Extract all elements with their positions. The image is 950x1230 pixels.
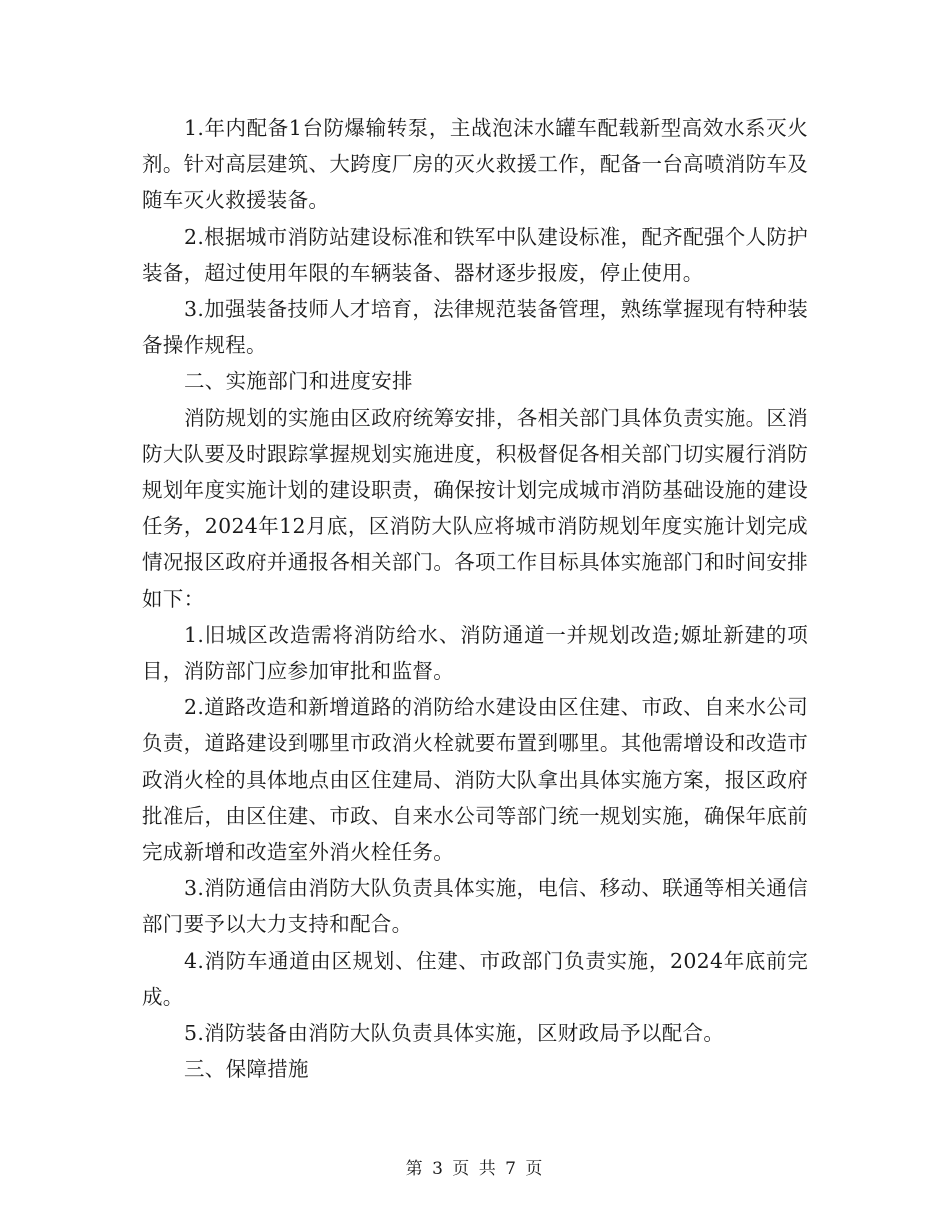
paragraph-schedule-item-1: 1.旧城区改造需将消防给水、消防通道一并规划改造;嫄址新建的项目，消防部门应参加审批和监督。 [142,622,808,684]
paragraph-schedule-item-4: 4.消防车通道由区规划、住建、市政部门负责实施，2024年底前完成。 [142,948,808,1009]
paragraph-implementation-intro: 消防规划的实施由区政府统筹安排，各相关部门具体负责实施。区消防大队要及时跟踪掌握规划实施进度，积极督促各相关部门切实履行消防规划年度实施计划的建设职责，确保按计划完成城市消防基础设施的建设任务，2024年12月底，区消防大队应将城市消防规划年度实施计划完成情况报区政府并通报各相关部门。各项工作目标具体实施部门和时间安排如下： [142,405,808,611]
page-number-footer: 第 3 页 共 7 页 [405,1159,545,1179]
paragraph-schedule-item-5: 5.消防装备由消防大队负责具体实施，区财政局予以配合。 [184,1021,725,1046]
paragraph-equipment-item-2: 2.根据城市消防站建设标准和铁军中队建设标准，配齐配强个人防护装备，超过使用年限的车辆装备、器材逐步报废，停止使用。 [142,224,808,285]
paragraph-equipment-item-3: 3.加强装备技师人才培育，法律规范装备管理，熟练掌握现有特种装备操作规程。 [142,297,808,358]
document-page [142,110,808,1087]
section-heading-implementation: 二、实施部门和进度安排 [184,369,413,394]
paragraph-schedule-item-2: 2.道路改造和新增道路的消防给水建设由区住建、市政、自来水公司负责，道路建设到哪里市政消火栓就要布置到哪里。其他需增设和改造市政消火栓的具体地点由区住建局、消防大队拿出具体实施方案，报区政府批准后，由区住建、市政、自来水公司等部门统一规划实施，确保年底前完成新增和改造室外消火栓任务。 [142,695,808,865]
paragraph-schedule-item-3: 3.消防通信由消防大队负责具体实施，电信、移动、联通等相关通信部门要予以大力支持和配合。 [142,876,808,937]
section-heading-safeguards: 三、保障措施 [184,1057,309,1082]
paragraph-equipment-item-1: 1.年内配备1台防爆输转泵，主战泡沫水罐车配载新型高效水系灭火剂。针对高层建筑、大跨度厂房的灭火救援工作，配备一台高喷消防车及随车灭火救援装备。 [142,116,808,213]
